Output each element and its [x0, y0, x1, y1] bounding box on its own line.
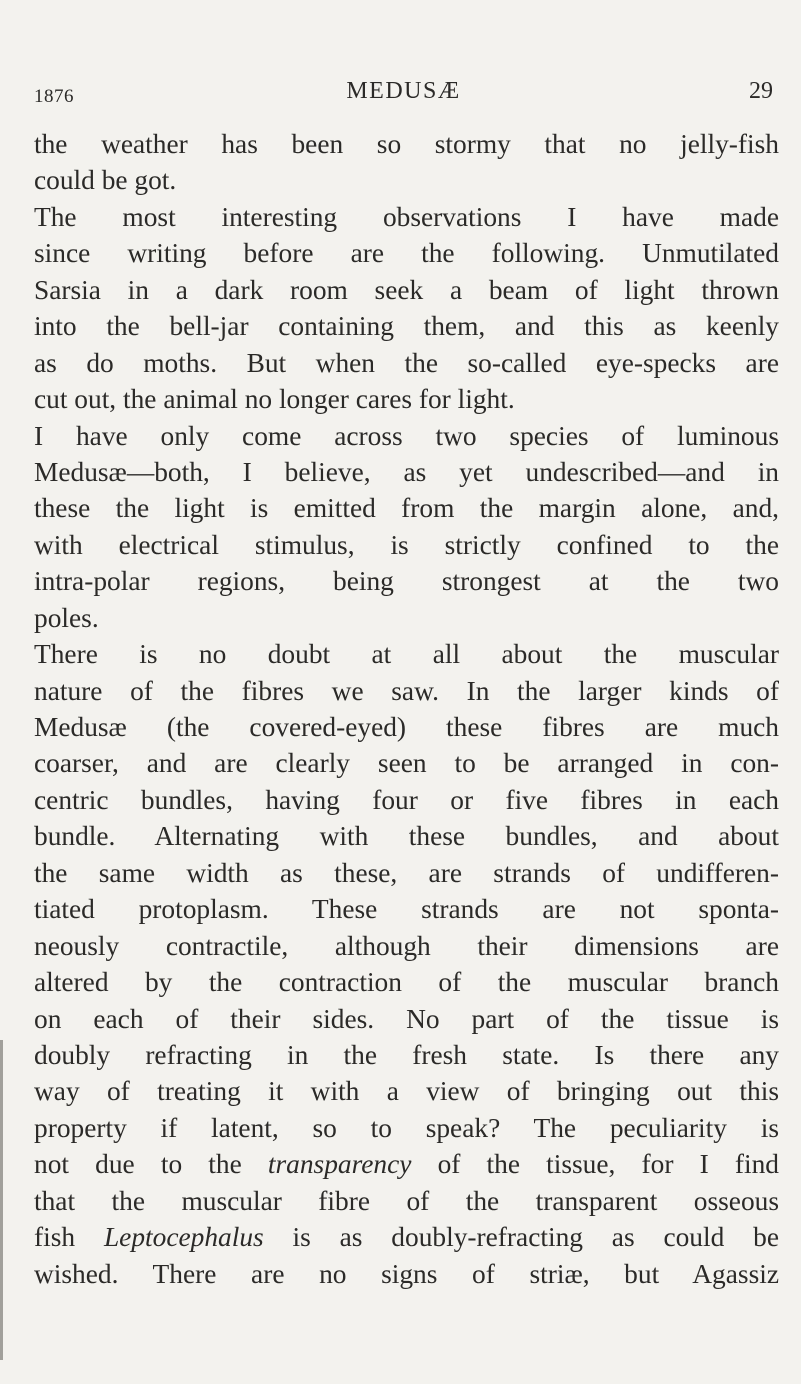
- text-line: into the bell-jar containing them, and this as keenly: [34, 311, 779, 342]
- italic-term: transparency: [267, 1149, 412, 1180]
- text-line: these the light is emitted from the margin alone, and,: [34, 493, 779, 524]
- text-line: altered by the contraction of the muscular branch: [34, 967, 779, 998]
- text-line: way of treating it with a view of bringing out this: [34, 1076, 779, 1107]
- body-text: [34, 126, 779, 1292]
- text-line: doubly refracting in the fresh state. Is there any: [34, 1039, 779, 1070]
- page-edge-shadow: [0, 1040, 3, 1360]
- italic-term: Leptocephalus: [103, 1222, 264, 1253]
- text-line: the weather has been so stormy that no jelly-fish: [34, 129, 779, 159]
- text-line: Medusæ—both, I believe, as yet undescribed—and in: [34, 456, 779, 487]
- text-line: centric bundles, having four or five fibres in each: [34, 784, 779, 815]
- text-segment: not due to the: [34, 1149, 268, 1180]
- text-segment: of the tissue, for I find: [411, 1149, 779, 1180]
- text-line: property if latent, so to speak? The peculiarity is: [34, 1112, 779, 1143]
- text-line: neously contractile, although their dimensions are: [34, 930, 779, 961]
- text-line: [34, 1146, 779, 1182]
- text-line: intra-polar regions, being strongest at the two: [34, 566, 779, 597]
- text-line: I have only come across two species of luminous: [34, 420, 779, 451]
- text-segment: fish: [34, 1222, 104, 1253]
- text-line: the same width as these, are strands of undifferen-: [34, 857, 779, 888]
- text-line: tiated protoplasm. These strands are not sponta-: [34, 894, 779, 925]
- text-line: The most interesting observations I have made: [34, 201, 779, 232]
- text-line: Medusæ (the covered-eyed) these fibres are much: [34, 712, 779, 742]
- text-line: on each of their sides. No part of the tissue is: [34, 1003, 779, 1034]
- text-line: coarser, and are clearly seen to be arranged in con-: [34, 748, 779, 779]
- text-line: Sarsia in a dark room seek a beam of light thrown: [34, 274, 779, 305]
- running-head-title: MEDUSÆ: [346, 78, 461, 104]
- text-line: could be got.: [34, 165, 177, 196]
- text-line: since writing before are the following. Unmutilated: [34, 238, 779, 269]
- text-line: with electrical stimulus, is strictly confined to the: [34, 529, 779, 560]
- text-line: wished. There are no signs of striæ, but Agassiz: [34, 1258, 779, 1289]
- text-line: bundle. Alternating with these bundles, and about: [34, 821, 779, 852]
- running-head: [34, 78, 773, 108]
- text-line: cut out, the animal no longer cares for light.: [34, 384, 515, 415]
- text-line: There is no doubt at all about the muscular: [34, 639, 779, 670]
- page-number: 29: [749, 78, 773, 104]
- text-line: [34, 1219, 779, 1255]
- text-line: as do moths. But when the so-called eye-specks are: [34, 347, 779, 378]
- text-segment: is as doubly-refracting as could be: [263, 1222, 779, 1253]
- text-line: nature of the fibres we saw. In the larger kinds of: [34, 675, 779, 706]
- text-line: poles.: [34, 602, 99, 633]
- text-line: that the muscular fibre of the transparent osseous: [34, 1185, 779, 1216]
- running-head-year: 1876: [34, 86, 74, 107]
